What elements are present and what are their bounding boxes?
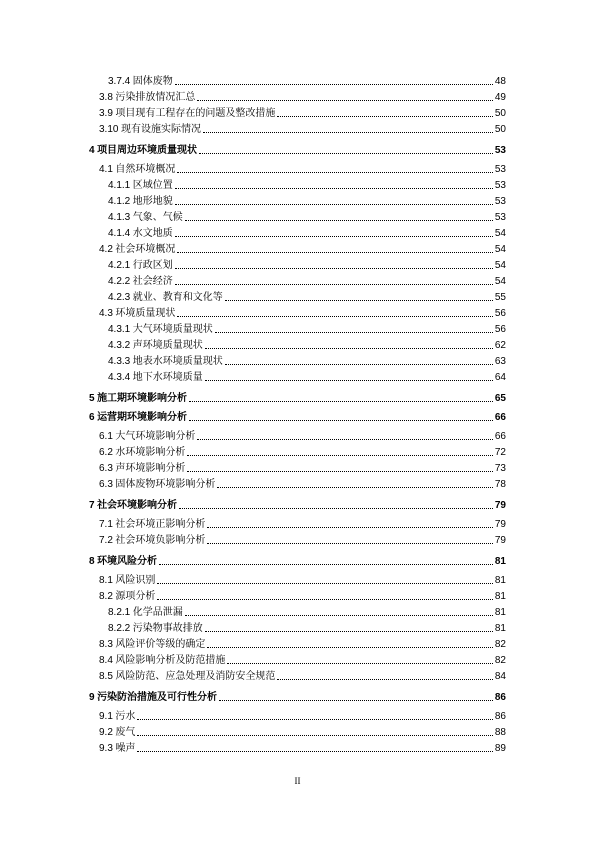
- dot-leader: [175, 268, 493, 269]
- toc-entry[interactable]: [89, 72, 506, 88]
- toc-entry-number: 4.3.2: [108, 340, 131, 351]
- dot-leader: [219, 700, 493, 701]
- dot-leader: [159, 564, 493, 565]
- toc-entry-number: 7: [89, 500, 95, 511]
- toc-entry-number: 9.2: [99, 727, 113, 738]
- toc-entry-title: 施工期环境影响分析: [97, 393, 188, 404]
- toc-entry-page: 64: [494, 372, 506, 383]
- toc-entry-number: 8.2.2: [108, 623, 131, 634]
- dot-leader: [215, 332, 493, 333]
- toc-entry-page: 53: [494, 180, 506, 191]
- toc-entry-title: 社会环境概况: [115, 244, 176, 255]
- toc-entry[interactable]: [89, 427, 506, 443]
- toc-entry[interactable]: [89, 288, 506, 304]
- toc-entry-page: 86: [494, 692, 506, 703]
- toc-entry-title: 噪声: [115, 743, 136, 754]
- toc-entry-title: 气象、气候: [132, 212, 183, 223]
- toc-entry-page: 81: [494, 575, 506, 586]
- toc-entry-label: [108, 356, 224, 368]
- toc-entry[interactable]: [89, 176, 506, 192]
- toc-entry[interactable]: [89, 192, 506, 208]
- toc-entry-number: 7.1: [99, 519, 113, 530]
- toc-entry-page: 53: [494, 212, 506, 223]
- toc-entry[interactable]: [89, 272, 506, 288]
- toc-entry-title: 大气环境质量现状: [132, 324, 213, 335]
- toc-entry-number: 4.1: [99, 164, 113, 175]
- toc-entry-label: [99, 108, 276, 120]
- toc-entry-number: 4.2: [99, 244, 113, 255]
- toc-entry-page: 56: [494, 308, 506, 319]
- toc-entry-page: 73: [494, 463, 506, 474]
- toc-entry-label: [99, 244, 176, 256]
- toc-entry[interactable]: [89, 459, 506, 475]
- toc-entry-number: 8.1: [99, 575, 113, 586]
- toc-entry[interactable]: [89, 496, 506, 512]
- toc-entry-page: 79: [494, 500, 506, 511]
- toc-entry-label: [99, 743, 136, 755]
- toc-entry-number: 4.3.4: [108, 372, 131, 383]
- dot-leader: [137, 751, 492, 752]
- toc-entry[interactable]: [89, 368, 506, 384]
- dot-leader: [197, 439, 492, 440]
- toc-entry-label: [108, 228, 174, 240]
- toc-entry[interactable]: [89, 240, 506, 256]
- toc-entry[interactable]: [89, 619, 506, 635]
- toc-entry-number: 8.5: [99, 671, 113, 682]
- toc-entry-number: 9.3: [99, 743, 113, 754]
- toc-entry-page: 72: [494, 447, 506, 458]
- toc-entry-label: [99, 727, 136, 739]
- toc-entry-number: 3.7.4: [108, 76, 131, 87]
- toc-entry-number: 4.1.4: [108, 228, 131, 239]
- toc-entry-label: [99, 308, 176, 320]
- page-number: II: [294, 776, 301, 786]
- toc-entry-label: [108, 324, 214, 336]
- toc-entry-label: [89, 500, 178, 512]
- toc-entry-title: 污水: [115, 711, 136, 722]
- toc-entry-page: 54: [494, 276, 506, 287]
- dot-leader: [189, 420, 493, 421]
- toc-entry-title: 地形地貌: [132, 196, 173, 207]
- toc-entry-label: [99, 519, 206, 531]
- toc-entry[interactable]: [89, 475, 506, 491]
- toc-entry-title: 风险评价等级的确定: [115, 639, 206, 650]
- dot-leader: [157, 599, 492, 600]
- toc-entry-title: 化学品泄漏: [132, 607, 183, 618]
- toc-entry-title: 声环境质量现状: [132, 340, 203, 351]
- toc-entry-page: 54: [494, 244, 506, 255]
- toc-entry-number: 4.1.2: [108, 196, 131, 207]
- toc-entry-label: [99, 463, 186, 475]
- toc-entry-number: 8.2: [99, 591, 113, 602]
- toc-entry[interactable]: [89, 336, 506, 352]
- toc-entry-title: 风险防范、应急处理及消防安全规范: [115, 671, 276, 682]
- toc-entry-label: [89, 412, 188, 424]
- toc-entry-label: [99, 431, 196, 443]
- dot-leader: [217, 487, 492, 488]
- toc-entry-page: 53: [494, 196, 506, 207]
- toc-entry[interactable]: [89, 635, 506, 651]
- toc-entry-page: 54: [494, 228, 506, 239]
- toc-entry-number: 9: [89, 692, 95, 703]
- dot-leader: [199, 153, 493, 154]
- toc-entry[interactable]: [89, 723, 506, 739]
- toc-entry-title: 源项分析: [115, 591, 156, 602]
- dot-leader: [175, 188, 493, 189]
- toc-entry-title: 污染排放情况汇总: [115, 92, 196, 103]
- dot-leader: [277, 116, 492, 117]
- toc-entry-page: 88: [494, 727, 506, 738]
- toc-entry-page: 81: [494, 556, 506, 567]
- toc-entry-page: 53: [494, 164, 506, 175]
- toc-entry-label: [99, 655, 226, 667]
- toc-entry-title: 大气环境影响分析: [115, 431, 196, 442]
- toc-entry-label: [99, 124, 202, 136]
- toc-entry[interactable]: [89, 531, 506, 547]
- toc-entry-label: [89, 692, 218, 704]
- toc-entry-number: 4.1.1: [108, 180, 131, 191]
- toc-entry-label: [108, 372, 204, 384]
- toc-entry[interactable]: [89, 688, 506, 704]
- dot-leader: [207, 647, 492, 648]
- toc-entry-number: 4.3.3: [108, 356, 131, 367]
- toc-entry-title: 项目周边环境质量现状: [97, 145, 198, 156]
- toc-entry-number: 4.2.1: [108, 260, 131, 271]
- toc-entry-page: 81: [494, 591, 506, 602]
- toc-entry-label: [108, 276, 174, 288]
- toc-entry-number: 3.8: [99, 92, 113, 103]
- toc-entry-page: 54: [494, 260, 506, 271]
- toc-entry-label: [108, 76, 174, 88]
- toc-entry-title: 声环境影响分析: [115, 463, 186, 474]
- dot-leader: [207, 543, 492, 544]
- toc-entry-page: 49: [494, 92, 506, 103]
- dot-leader: [187, 455, 492, 456]
- toc-entry-page: 56: [494, 324, 506, 335]
- toc-entry-label: [99, 671, 276, 683]
- toc-entry[interactable]: [89, 224, 506, 240]
- toc-entry-label: [108, 212, 184, 224]
- toc-entry-page: 79: [494, 519, 506, 530]
- toc-entry[interactable]: [89, 352, 506, 368]
- toc-entry-title: 项目现有工程存在的问题及整改措施: [115, 108, 276, 119]
- toc-entry-page: 84: [494, 671, 506, 682]
- toc-entry-title: 运营期环境影响分析: [97, 412, 188, 423]
- toc-entry-title: 社会环境影响分析: [97, 500, 178, 511]
- toc-entry-title: 固体废物环境影响分析: [115, 479, 216, 490]
- toc-entry[interactable]: [89, 104, 506, 120]
- toc-entry-title: 环境质量现状: [115, 308, 176, 319]
- toc-entry[interactable]: [89, 603, 506, 619]
- dot-leader: [205, 631, 493, 632]
- toc-entry-title: 固体废物: [132, 76, 173, 87]
- toc-entry-label: [89, 145, 198, 157]
- dot-leader: [197, 100, 492, 101]
- toc-entry-page: 66: [494, 412, 506, 423]
- dot-leader: [179, 508, 493, 509]
- toc-entry-label: [108, 180, 174, 192]
- toc-entry-title: 地下水环境质量: [132, 372, 203, 383]
- toc-entry-label: [89, 393, 188, 405]
- dot-leader: [157, 583, 492, 584]
- toc-entry[interactable]: [89, 304, 506, 320]
- toc-entry[interactable]: [89, 208, 506, 224]
- toc-entry-page: 79: [494, 535, 506, 546]
- toc-entry-title: 风险影响分析及防范措施: [115, 655, 226, 666]
- toc-entry-title: 行政区划: [132, 260, 173, 271]
- toc-entry-label: [99, 639, 206, 651]
- dot-leader: [177, 172, 492, 173]
- toc-entry-number: 8.3: [99, 639, 113, 650]
- toc-entry-page: 62: [494, 340, 506, 351]
- toc-entry[interactable]: [89, 408, 506, 424]
- toc-entry-page: 53: [494, 145, 506, 156]
- toc-entry-number: 4.3: [99, 308, 113, 319]
- dot-leader: [189, 401, 493, 402]
- toc-entry[interactable]: [89, 120, 506, 136]
- dot-leader: [185, 615, 493, 616]
- toc-entry-title: 区域位置: [132, 180, 173, 191]
- toc-entry[interactable]: [89, 443, 506, 459]
- toc-entry[interactable]: [89, 256, 506, 272]
- toc-entry-page: 65: [494, 393, 506, 404]
- toc-entry-label: [99, 535, 206, 547]
- toc-entry[interactable]: [89, 320, 506, 336]
- toc-entry-number: 8: [89, 556, 95, 567]
- toc-entry-label: [108, 292, 224, 304]
- toc-entry-number: 5: [89, 393, 95, 404]
- toc-entry-label: [99, 711, 136, 723]
- toc-entry-label: [99, 447, 186, 459]
- dot-leader: [225, 300, 493, 301]
- toc-entry-page: 78: [494, 479, 506, 490]
- toc-entry[interactable]: [89, 739, 506, 755]
- toc-entry-title: 社会环境正影响分析: [115, 519, 206, 530]
- toc-entry-page: 86: [494, 711, 506, 722]
- toc-entry[interactable]: [89, 389, 506, 405]
- dot-leader: [277, 679, 492, 680]
- dot-leader: [177, 316, 492, 317]
- table-of-contents: [89, 72, 506, 755]
- toc-entry-number: 6.1: [99, 431, 113, 442]
- toc-entry[interactable]: [89, 88, 506, 104]
- toc-entry-title: 废气: [115, 727, 136, 738]
- toc-entry-number: 7.2: [99, 535, 113, 546]
- dot-leader: [175, 84, 493, 85]
- toc-entry-title: 风险识别: [115, 575, 156, 586]
- toc-entry-label: [108, 260, 174, 272]
- toc-entry-number: 4.2.3: [108, 292, 131, 303]
- toc-entry-label: [89, 556, 158, 568]
- toc-entry-label: [108, 340, 204, 352]
- dot-leader: [207, 527, 492, 528]
- toc-entry[interactable]: [89, 571, 506, 587]
- toc-entry-title: 水环境影响分析: [115, 447, 186, 458]
- toc-entry[interactable]: [89, 141, 506, 157]
- toc-entry-page: 50: [494, 108, 506, 119]
- dot-leader: [225, 364, 493, 365]
- dot-leader: [175, 204, 493, 205]
- toc-entry-title: 污染物事故排放: [132, 623, 203, 634]
- toc-entry-page: 50: [494, 124, 506, 135]
- toc-entry[interactable]: [89, 552, 506, 568]
- toc-entry[interactable]: [89, 160, 506, 176]
- toc-entry-number: 6.2: [99, 447, 113, 458]
- toc-entry-label: [108, 196, 174, 208]
- toc-entry-number: 4: [89, 145, 95, 156]
- toc-entry-page: 66: [494, 431, 506, 442]
- dot-leader: [185, 220, 493, 221]
- dot-leader: [177, 252, 492, 253]
- toc-entry-number: 8.2.1: [108, 607, 131, 618]
- toc-entry-number: 3.10: [99, 124, 119, 135]
- dot-leader: [175, 236, 493, 237]
- toc-entry-page: 82: [494, 655, 506, 666]
- toc-entry-number: 6.3: [99, 463, 113, 474]
- toc-entry-title: 地表水环境质量现状: [132, 356, 223, 367]
- toc-entry-page: 81: [494, 607, 506, 618]
- toc-entry-number: 8.4: [99, 655, 113, 666]
- toc-entry-label: [99, 92, 196, 104]
- toc-entry-title: 自然环境概况: [115, 164, 176, 175]
- toc-entry-label: [99, 575, 156, 587]
- dot-leader: [203, 132, 493, 133]
- dot-leader: [205, 380, 493, 381]
- toc-entry-title: 水文地质: [132, 228, 173, 239]
- toc-entry-label: [99, 479, 216, 491]
- toc-entry-page: 55: [494, 292, 506, 303]
- toc-entry-number: 3.9: [99, 108, 113, 119]
- toc-entry-title: 环境风险分析: [97, 556, 158, 567]
- dot-leader: [137, 719, 492, 720]
- toc-entry-page: 81: [494, 623, 506, 634]
- dot-leader: [227, 663, 492, 664]
- toc-entry-page: 89: [494, 743, 506, 754]
- toc-entry[interactable]: [89, 651, 506, 667]
- toc-entry-number: 9.1: [99, 711, 113, 722]
- toc-entry-label: [108, 607, 184, 619]
- toc-entry-title: 就业、教育和文化等: [132, 292, 223, 303]
- toc-entry-label: [99, 164, 176, 176]
- toc-entry-number: 4.2.2: [108, 276, 131, 287]
- toc-entry-page: 82: [494, 639, 506, 650]
- toc-entry[interactable]: [89, 515, 506, 531]
- toc-entry-page: 48: [494, 76, 506, 87]
- toc-entry-number: 4.1.3: [108, 212, 131, 223]
- toc-entry-title: 社会经济: [132, 276, 173, 287]
- toc-entry-title: 社会环境负影响分析: [115, 535, 206, 546]
- toc-entry[interactable]: [89, 707, 506, 723]
- dot-leader: [175, 284, 493, 285]
- toc-entry-label: [108, 623, 204, 635]
- toc-entry-page: 63: [494, 356, 506, 367]
- toc-entry-title: 现有设施实际情况: [120, 124, 201, 135]
- toc-entry-number: 4.3.1: [108, 324, 131, 335]
- dot-leader: [205, 348, 493, 349]
- toc-entry-number: 6.3: [99, 479, 113, 490]
- toc-entry[interactable]: [89, 587, 506, 603]
- toc-entry-number: 6: [89, 412, 95, 423]
- dot-leader: [187, 471, 492, 472]
- toc-entry-title: 污染防治措施及可行性分析: [97, 692, 218, 703]
- toc-entry-label: [99, 591, 156, 603]
- dot-leader: [137, 735, 492, 736]
- toc-entry[interactable]: [89, 667, 506, 683]
